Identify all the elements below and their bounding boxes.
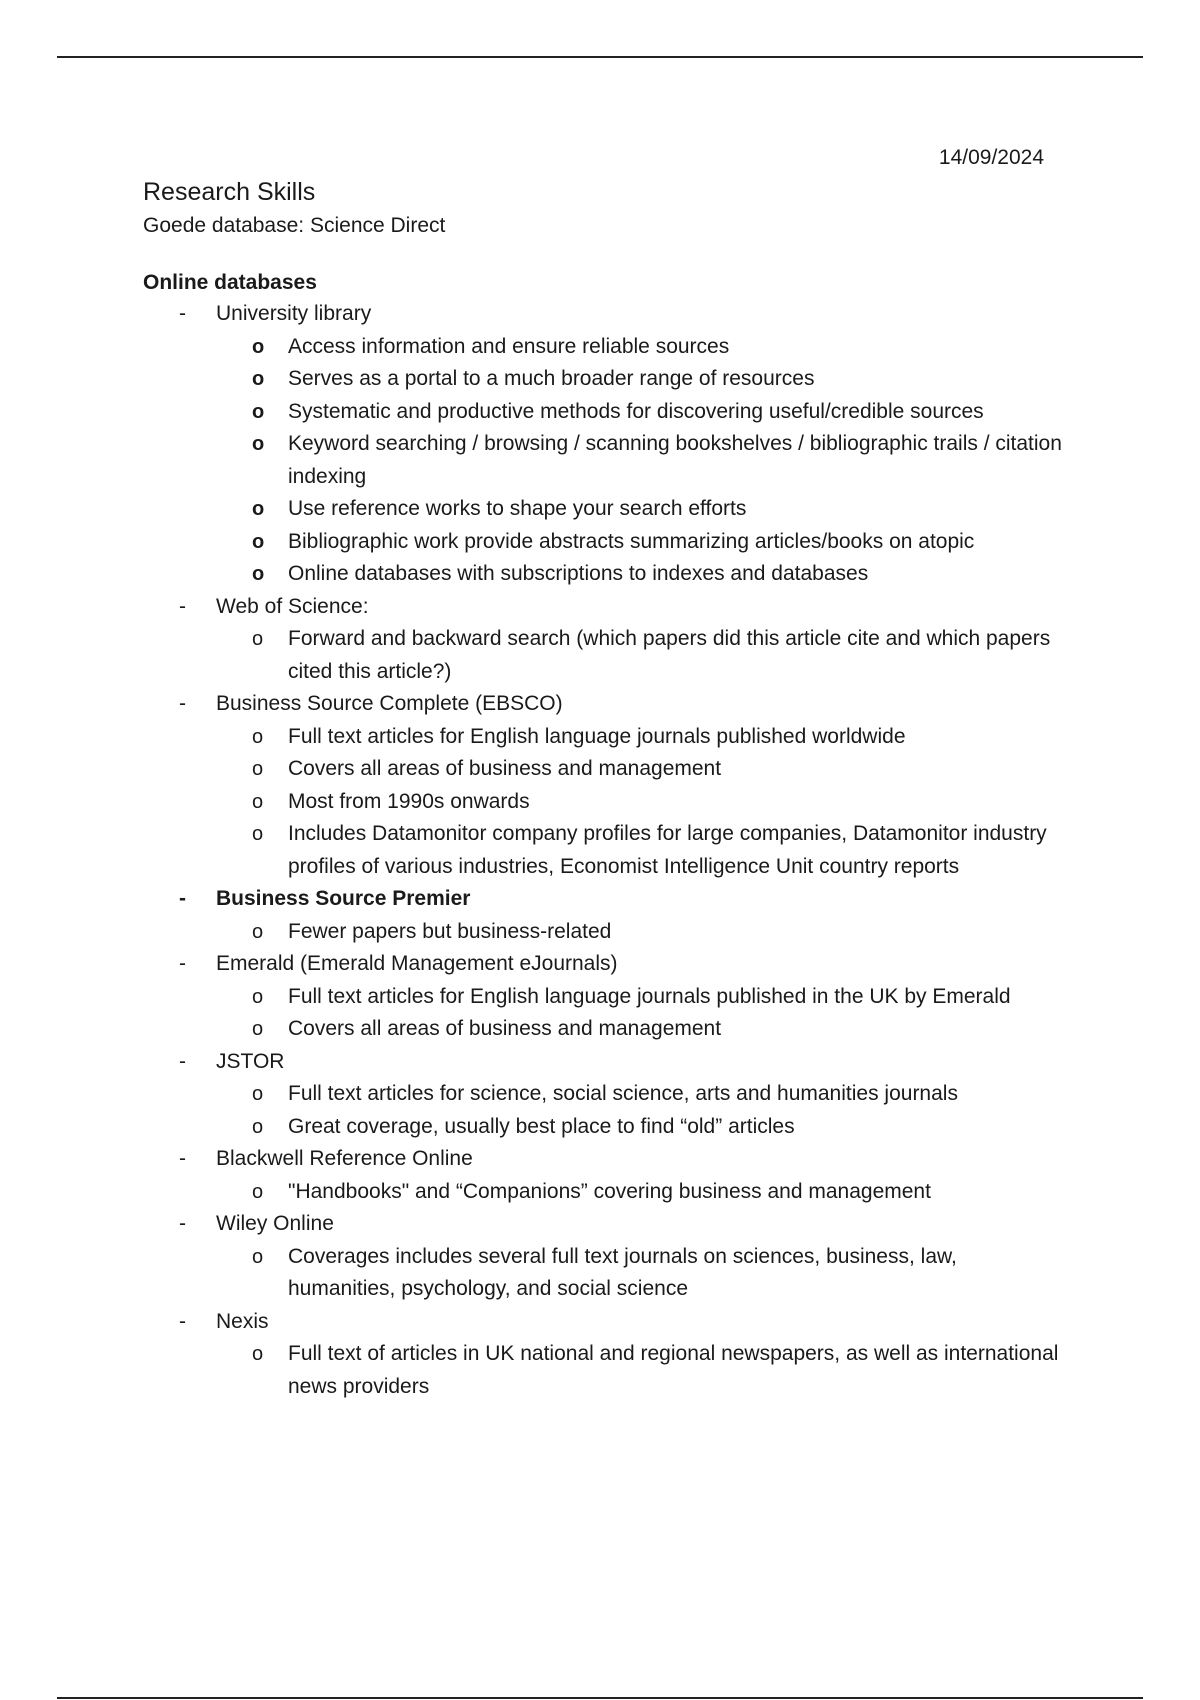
list-item <box>143 1306 1063 1404</box>
list-item <box>143 1208 1063 1306</box>
sub-list-item-text: Full text articles for English language journals published worldwide <box>288 724 906 748</box>
sub-list-item <box>143 526 1063 559</box>
sub-list-item-text: Full text of articles in UK national and regional newspapers, as well as international news providers <box>288 1342 1059 1398</box>
database-list <box>143 298 1063 1403</box>
sub-list <box>216 981 1063 1046</box>
circle-bullet: o <box>252 1115 264 1138</box>
sub-list-item-text: Includes Datamonitor company profiles for large companies, Datamonitor industry profiles of various industries, Economist Intelligence Unit country reports <box>288 822 1047 878</box>
document-body <box>143 175 1063 1403</box>
sub-list-item <box>143 786 1063 819</box>
sub-list-item <box>143 1176 1063 1209</box>
sub-list-item <box>143 818 1063 883</box>
sub-list-item-text: Full text articles for science, social science, arts and humanities journals <box>288 1082 958 1105</box>
sub-list-item <box>143 1111 1063 1144</box>
circle-bullet: o <box>252 1083 264 1105</box>
sub-list-item-text: Covers all areas of business and management <box>288 1017 722 1040</box>
sub-list-item <box>143 721 1063 754</box>
circle-bullet: o <box>252 530 265 553</box>
sub-list-item <box>143 981 1063 1014</box>
subtitle: Goede database: Science Direct <box>143 214 446 237</box>
sub-list-item <box>143 331 1063 364</box>
sub-list-item-text: Fewer papers but business-related <box>288 919 612 943</box>
document-date: 14/09/2024 <box>938 146 1044 169</box>
sub-list-item <box>143 1241 1063 1306</box>
list-item <box>143 883 1063 948</box>
sub-list <box>216 721 1063 884</box>
circle-bullet: o <box>252 335 265 358</box>
circle-bullet: o <box>252 823 264 845</box>
sub-list-item-text: Forward and backward search (which papers did this article cite and which papers cited this article?) <box>288 627 1051 683</box>
sub-list-item <box>143 1078 1063 1111</box>
list-item-label: Blackwell Reference Online <box>216 1147 473 1170</box>
top-rule <box>57 56 1143 58</box>
sub-list-item <box>143 363 1063 396</box>
list-item-label: Business Source Complete (EBSCO) <box>216 692 563 715</box>
circle-bullet: o <box>252 400 265 423</box>
page-title: Research Skills <box>143 178 316 206</box>
sub-list-item-text: Systematic and productive methods for discovering useful/credible sources <box>288 399 984 423</box>
dash-bullet: - <box>179 952 186 975</box>
list-item-label: Nexis <box>216 1309 269 1333</box>
list-item <box>143 298 1063 591</box>
sub-list-item <box>143 493 1063 526</box>
sub-list-item-text: Use reference works to shape your search efforts <box>288 497 747 520</box>
circle-bullet: o <box>252 1018 264 1040</box>
sub-list <box>216 1078 1063 1143</box>
dash-bullet: - <box>179 1309 186 1333</box>
sub-list-item <box>143 1013 1063 1046</box>
dash-bullet: - <box>179 302 186 325</box>
sub-list <box>216 623 1063 688</box>
list-item <box>143 1046 1063 1144</box>
dash-bullet: - <box>179 1212 186 1235</box>
sub-list <box>216 1338 1063 1403</box>
sub-list-item-text: Serves as a portal to a much broader range of resources <box>288 367 815 390</box>
sub-list-item <box>143 428 1063 493</box>
sub-list-item <box>143 558 1063 591</box>
sub-list-item-text: "Handbooks" and “Companions” covering business and management <box>288 1179 931 1203</box>
list-item <box>143 948 1063 1046</box>
sub-list-item-text: Coverages includes several full text journals on sciences, business, law, humanities, psychology, and social science <box>288 1244 957 1300</box>
sub-list <box>216 1176 1063 1209</box>
sub-list-item <box>143 623 1063 688</box>
circle-bullet: o <box>252 1180 264 1203</box>
dash-bullet: - <box>179 887 186 910</box>
list-item-label: Web of Science: <box>216 594 369 618</box>
sub-list-item-text: Full text articles for English language journals published in the UK by Emerald <box>288 984 1011 1008</box>
dash-bullet: - <box>179 594 186 618</box>
sub-list-item <box>143 396 1063 429</box>
circle-bullet: o <box>252 433 265 455</box>
sub-list <box>216 331 1063 591</box>
list-item-label: JSTOR <box>216 1049 285 1073</box>
sub-list-item-text: Great coverage, usually best place to find “old” articles <box>288 1114 795 1138</box>
sub-list-item <box>143 753 1063 786</box>
list-item-label: Emerald (Emerald Management eJournals) <box>216 952 618 975</box>
circle-bullet: o <box>252 1245 264 1268</box>
sub-list-item-text: Covers all areas of business and management <box>288 757 722 780</box>
circle-bullet: o <box>252 628 264 650</box>
circle-bullet: o <box>252 758 264 780</box>
sub-list <box>216 916 1063 949</box>
dash-bullet: - <box>179 1049 186 1073</box>
sub-list <box>216 1241 1063 1306</box>
sub-list-item <box>143 1338 1063 1403</box>
circle-bullet: o <box>252 920 264 943</box>
sub-list-item-text: Most from 1990s onwards <box>288 789 530 813</box>
list-item <box>143 1143 1063 1208</box>
bottom-rule <box>57 1697 1143 1699</box>
circle-bullet: o <box>252 725 264 748</box>
section-heading: Online databases <box>143 271 317 294</box>
list-item-label: Business Source Premier <box>216 887 471 910</box>
list-item-label: Wiley Online <box>216 1212 334 1235</box>
circle-bullet: o <box>252 1343 264 1365</box>
sub-list-item-text: Keyword searching / browsing / scanning bookshelves / bibliographic trails / citation indexing <box>288 432 1062 488</box>
sub-list-item-text: Online databases with subscriptions to indexes and databases <box>288 562 869 585</box>
circle-bullet: o <box>252 790 264 813</box>
dash-bullet: - <box>179 692 186 715</box>
list-item-label: University library <box>216 302 372 325</box>
sub-list-item-text: Access information and ensure reliable sources <box>288 334 730 358</box>
circle-bullet: o <box>252 563 265 585</box>
circle-bullet: o <box>252 368 265 390</box>
circle-bullet: o <box>252 985 264 1008</box>
dash-bullet: - <box>179 1147 186 1170</box>
circle-bullet: o <box>252 498 265 520</box>
sub-list-item-text: Bibliographic work provide abstracts summarizing articles/books on atopic <box>288 529 975 553</box>
list-item <box>143 688 1063 883</box>
sub-list-item <box>143 916 1063 949</box>
list-item <box>143 591 1063 689</box>
